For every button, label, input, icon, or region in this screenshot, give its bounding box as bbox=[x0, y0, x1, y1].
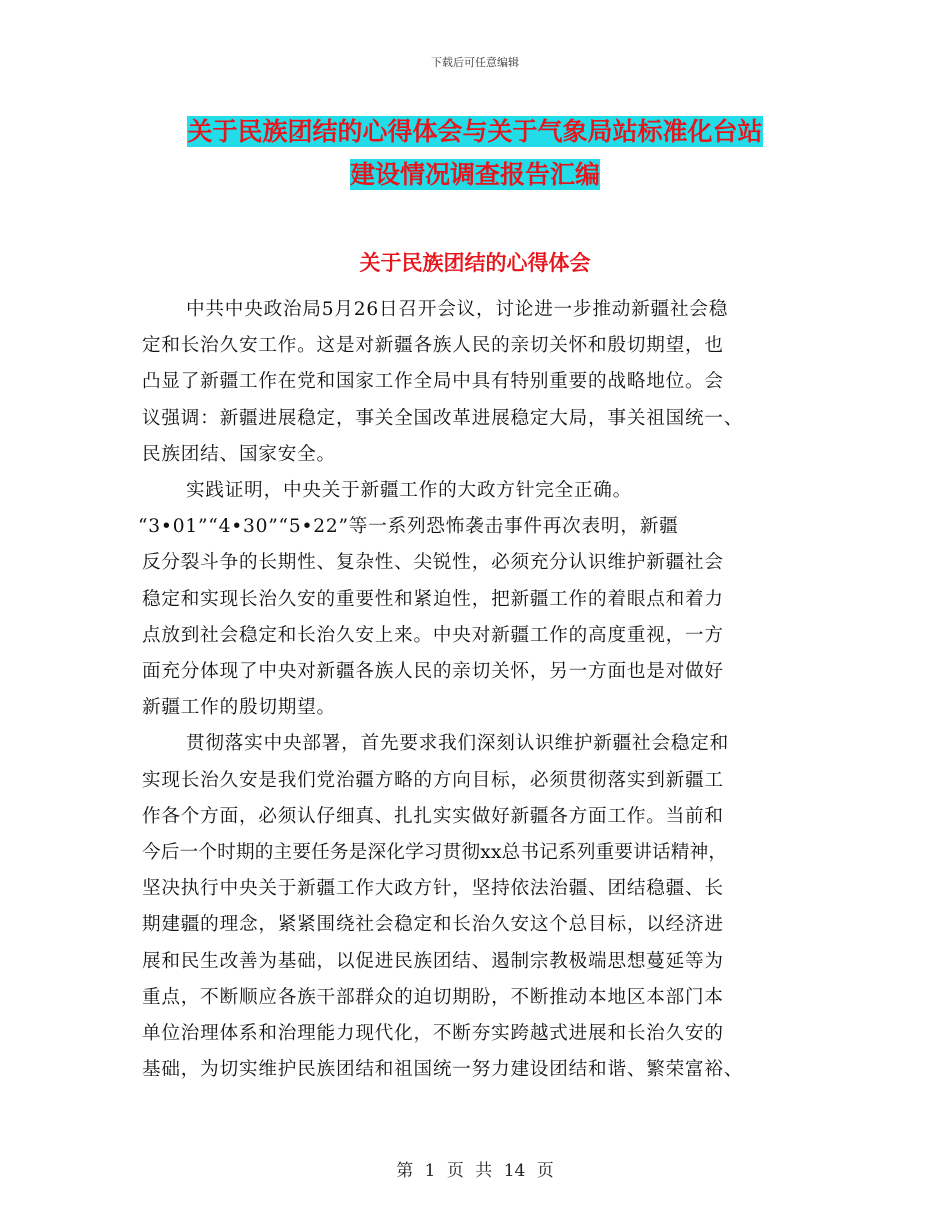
body-line: 稳定和实现长治久安的重要性和紧迫性，把新疆工作的着眼点和着力 bbox=[142, 588, 724, 610]
body-line: 作各个方面，必须认仔细真、扎扎实实做好新疆各方面工作。当前和 bbox=[142, 805, 724, 827]
body-line: 重点，不断顺应各族干部群众的迫切期盼，不断推动本地区本部门本 bbox=[142, 986, 724, 1008]
page-number: 第 1 页 共 14 页 bbox=[396, 1161, 554, 1181]
body-line: 新疆工作的殷切期望。 bbox=[142, 697, 336, 719]
body-line: 今后一个时期的主要任务是深化学习贯彻xx总书记系列重要讲话精神， bbox=[142, 842, 728, 864]
document-title bbox=[0, 110, 950, 196]
body-line: 单位治理体系和治理能力现代化，不断夯实跨越式进展和长治久安的 bbox=[142, 1023, 724, 1045]
body-line: 中共中央政治局5月26日召开会议，讨论进一步推动新疆社会稳 bbox=[186, 299, 729, 320]
body-line: 展和民生改善为基础，以促进民族团结、遏制宗教极端思想蔓延等为 bbox=[142, 950, 724, 972]
body-line: 期建疆的理念，紧紧围绕社会稳定和长治久安这个总目标，以经济进 bbox=[142, 914, 724, 936]
body-line: 定和长治久安工作。这是对新疆各族人民的亲切关怀和殷切期望，也 bbox=[142, 335, 724, 357]
header-note: 下载后可任意编辑 bbox=[431, 56, 519, 69]
body-line: 反分裂斗争的长期性、复杂性、尖锐性，必须充分认识维护新疆社会 bbox=[142, 552, 724, 574]
body-line: 基础，为切实维护民族团结和祖国统一努力建设团结和谐、繁荣富裕、 bbox=[142, 1059, 744, 1081]
body-line: 贯彻落实中央部署，首先要求我们深刻认识维护新疆社会稳定和 bbox=[186, 733, 730, 755]
body-line: 实现长治久安是我们党治疆方略的方向目标，必须贯彻落实到新疆工 bbox=[142, 769, 724, 791]
body-text bbox=[138, 292, 812, 1088]
body-line: 点放到社会稳定和长治久安上来。中央对新疆工作的高度重视，一方 bbox=[142, 624, 724, 646]
body-line: 坚决执行中央关于新疆工作大政方针，坚持依法治疆、团结稳疆、长 bbox=[142, 878, 724, 900]
body-line: “3•01”“4•30”“5•22”等一系列恐怖袭击事件再次表明，新疆 bbox=[138, 516, 679, 538]
body-line: 面充分体现了中央对新疆各族人民的亲切关怀，另一方面也是对做好 bbox=[142, 661, 724, 683]
section-title: 关于民族团结的心得体会 bbox=[359, 251, 591, 275]
body-line: 民族团结、国家安全。 bbox=[142, 443, 336, 465]
document-title-line-1: 关于民族团结的心得体会与关于气象局站标准化台站 bbox=[187, 117, 763, 146]
body-line: 凸显了新疆工作在党和国家工作全局中具有特别重要的战略地位。会 bbox=[142, 371, 724, 393]
body-line: 议强调：新疆进展稳定，事关全国改革进展稳定大局，事关祖国统一、 bbox=[142, 407, 744, 429]
body-line: 实践证明，中央关于新疆工作的大政方针完全正确。 bbox=[186, 480, 633, 502]
document-title-line-2: 建设情况调查报告汇编 bbox=[349, 160, 600, 189]
